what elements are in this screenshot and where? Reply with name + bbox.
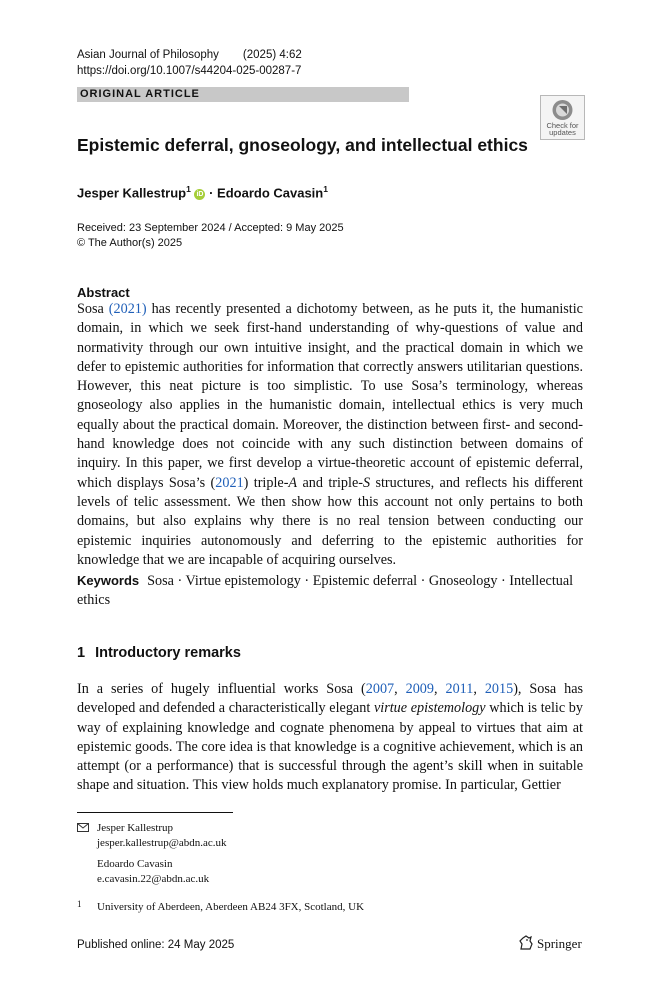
paper-title: Epistemic deferral, gnoseology, and intellectual ethics	[77, 135, 528, 155]
citation-link[interactable]: 2007	[365, 681, 395, 697]
author-separator: ·	[205, 185, 218, 201]
citation-link[interactable]: 2021	[215, 474, 244, 491]
author-name: Jesper Kallestrup	[97, 822, 174, 834]
author-affiliation-mark: 1	[323, 184, 328, 194]
abstract-heading: Abstract	[77, 285, 130, 300]
published-online-date: Published online: 24 May 2025	[77, 939, 235, 951]
check-for-updates-badge[interactable]	[540, 95, 585, 140]
intro-paragraph: In a series of hugely influential works Sosa (2007, 2009, 2011, 2015), Sosa has developed and defended a characteristically elegant virtue epistemology which is telic by way of explaining knowledge and cognate phenomena by appeal to virtues that aim at epistemic goods. The core idea is that knowledge is a cognitive achievement, which is an attempt (or a performance) that is successful through the agent’s skill when in suitable shape and situation. This view holds much explanatory promise. In particular, Gettier	[77, 681, 584, 794]
section-number: 1	[77, 645, 86, 661]
received-accepted-dates: Received: 23 September 2024 / Accepted: 9 May 2025	[77, 222, 344, 234]
check-updates-line1: Check for	[546, 121, 579, 130]
doi-link[interactable]: https://doi.org/10.1007/s44204-025-00287-7	[77, 65, 302, 77]
author-name: Edoardo Cavasin	[97, 858, 173, 870]
author-name: Edoardo Cavasin	[217, 185, 324, 201]
corresponding-author-2	[97, 857, 209, 887]
copyright-notice: © The Author(s) 2025	[77, 237, 183, 249]
citation-link[interactable]: (2021)	[108, 301, 147, 317]
publisher-name: Springer	[537, 936, 582, 951]
footnote-divider	[77, 812, 233, 813]
author-name: Jesper Kallestrup	[77, 185, 187, 201]
citation-link[interactable]: 2011	[445, 681, 474, 697]
section-title: Introductory remarks	[95, 645, 241, 661]
affiliation: University of Aberdeen, Aberdeen AB24 3FX, Scotland, UK	[97, 901, 365, 913]
author-affiliation-mark: 1	[186, 184, 191, 194]
citation-link[interactable]: 2009	[405, 681, 434, 697]
orcid-icon[interactable]: iD	[196, 191, 204, 199]
author-list	[77, 180, 328, 202]
journal-volume: (2025) 4:62	[242, 49, 302, 61]
keywords-list: Sosa · Virtue epistemology · Epistemic deferral · Gnoseology · Intellectual ethics	[77, 573, 574, 609]
check-updates-line2: updates	[549, 128, 576, 137]
abstract-body: Sosa (2021) has recently presented a dichotomy between, as he puts it, the humanistic domain, in which we seek first-hand understanding of why-questions of value and normativity through our own intuitive insight, and the practical domain in which we defer to epistemic authorities for information that correctly answers utilitarian questions. However, this neat picture is too simplistic. To use Sosa’s terminology, whereas gnoseology also applies in the humanistic domain, intellectual ethics is very much equally about the practical domain. Moreover, the distinction between first- and second-hand knowledge does not coincide with any such distinction between domains of inquiry. In this paper, we first develop a virtue-theoretic account of epistemic deferral, which displays Sosa’s (2021) triple-A and triple-S structures, and reflects his different levels of telic assessment. We then show how this account not only pertains to both domains, but also explains why there is no real tension between conducting our epistemic inquiries autonomously and deferring to the epistemic authorities for knowledge that we are incapable of acquiring ourselves.	[77, 301, 583, 568]
email-link[interactable]: e.cavasin.22@abdn.ac.uk	[97, 873, 210, 885]
keywords-label: Keywords	[77, 573, 140, 588]
corresponding-author-1	[97, 821, 227, 851]
email-link[interactable]: jesper.kallestrup@abdn.ac.uk	[97, 837, 227, 849]
section-heading	[77, 643, 241, 663]
article-type-label: ORIGINAL ARTICLE	[80, 88, 200, 100]
mail-icon	[77, 823, 89, 832]
citation-link[interactable]: 2015	[484, 681, 514, 697]
springer-horse-icon	[518, 935, 534, 951]
affiliation-number: 1	[77, 899, 82, 909]
keywords	[77, 571, 583, 611]
journal-citation	[77, 47, 302, 63]
article-type-bar	[77, 87, 409, 102]
springer-logo	[518, 935, 582, 953]
journal-name: Asian Journal of Philosophy	[77, 49, 219, 61]
